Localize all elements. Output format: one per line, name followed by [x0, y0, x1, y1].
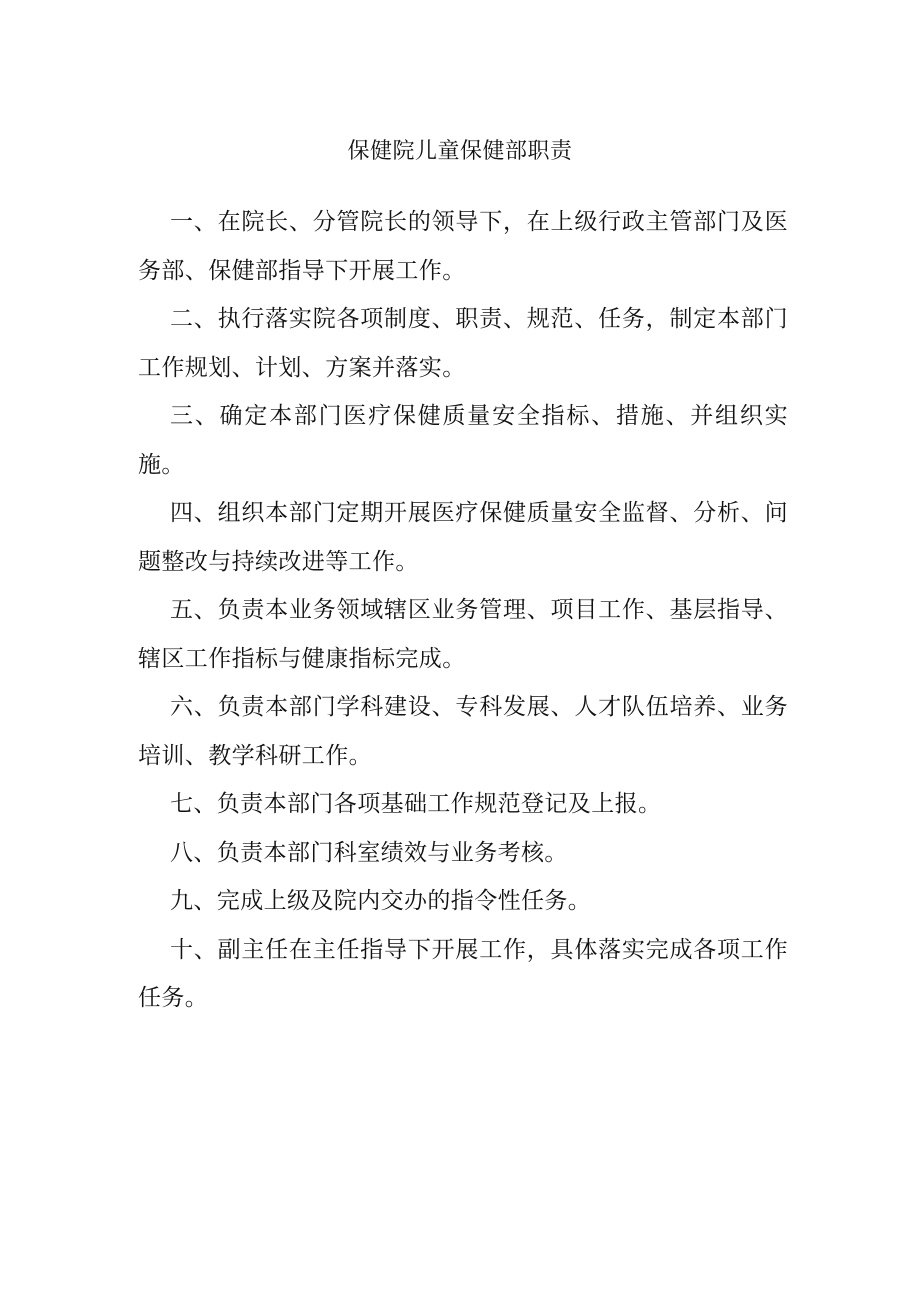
- duty-item-5: 五、负责本业务领域辖区业务管理、项目工作、基层指导、辖区工作指标与健康指标完成。: [138, 597, 788, 672]
- document-title: 保健院儿童保健部职责: [347, 139, 573, 164]
- duty-item-10: 十、副主任在主任指导下开展工作，具体落实完成各项工作任务。: [138, 936, 788, 1011]
- duty-item-4: 四、组织本部门定期开展医疗保健质量安全监督、分析、问题整改与持续改进等工作。: [138, 500, 788, 575]
- duty-item-7: 七、负责本部门各项基础工作规范登记及上报。: [170, 791, 662, 817]
- duty-item-9: 九、完成上级及院内交办的指令性任务。: [170, 888, 592, 914]
- duty-item-6: 六、负责本部门学科建设、专科发展、人才队伍培养、业务培训、教学科研工作。: [138, 694, 788, 769]
- document-body: [138, 198, 788, 1023]
- duty-item-3: 三、确定本部门医疗保健质量安全指标、措施、并组织实施。: [138, 403, 788, 478]
- duty-item-8: 八、负责本部门科室绩效与业务考核。: [170, 839, 568, 866]
- duty-item-2: 二、执行落实院各项制度、职责、规范、任务，制定本部门工作规划、计划、方案并落实。: [138, 306, 788, 381]
- duty-item-1: 一、在院长、分管院长的领导下，在上级行政主管部门及医务部、保健部指导下开展工作。: [138, 209, 788, 284]
